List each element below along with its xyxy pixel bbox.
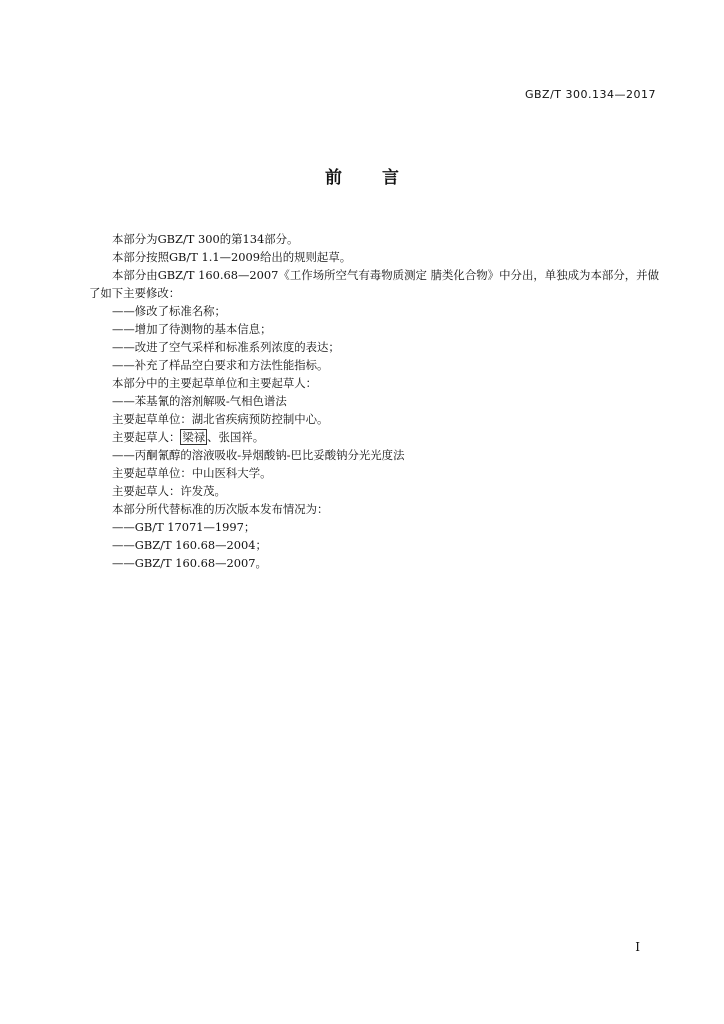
paragraph-origin: 本部分由GBZ/T 160.68—2007《工作场所空气有毒物质测定 腈类化合物》中分出，单独成为本部分，并做了如下主要修改： (89, 268, 659, 300)
history-item: ——GBZ/T 160.68—2004； (112, 538, 267, 552)
modification-item: ——修改了标准名称； (112, 304, 226, 318)
modification-item: ——增加了待测物的基本信息； (112, 322, 272, 336)
method-title: ——苯基氰的溶剂解吸-气相色谱法 (112, 394, 287, 408)
paragraph-drafting-rules: 本部分按照GB/T 1.1—2009给出的规则起草。 (112, 250, 352, 264)
method-title: ——丙酮氰醇的溶液吸收-异烟酸钠-巴比妥酸钠分光光度法 (112, 448, 405, 462)
drafting-unit: 主要起草单位：湖北省疾病预防控制中心。 (112, 412, 329, 426)
standard-code: GBZ/T 300.134—2017 (524, 88, 656, 101)
drafters (89, 428, 659, 446)
page-title: 前言 (325, 168, 439, 188)
drafting-unit: 主要起草单位：中山医科大学。 (112, 466, 272, 480)
page-number: I (635, 940, 640, 954)
modification-item: ——改进了空气采样和标准系列浓度的表达； (112, 340, 340, 354)
drafters-rest: 、张国祥。 (207, 430, 265, 444)
drafters-label: 主要起草人： (112, 430, 181, 444)
history-item: ——GB/T 17071—1997； (112, 520, 256, 534)
drafter-name-highlighted: 梁禄 (182, 430, 206, 444)
paragraph-drafters-intro: 本部分中的主要起草单位和主要起草人： (112, 376, 318, 390)
history-item: ——GBZ/T 160.68—2007。 (112, 556, 267, 570)
paragraph-part-statement: 本部分为GBZ/T 300的第134部分。 (112, 232, 299, 246)
foreword-body (89, 230, 659, 572)
drafters: 主要起草人：许发茂。 (112, 484, 226, 498)
paragraph-history-intro: 本部分所代替标准的历次版本发布情况为： (112, 502, 329, 516)
modification-item: ——补充了样品空白要求和方法性能指标。 (112, 358, 329, 372)
